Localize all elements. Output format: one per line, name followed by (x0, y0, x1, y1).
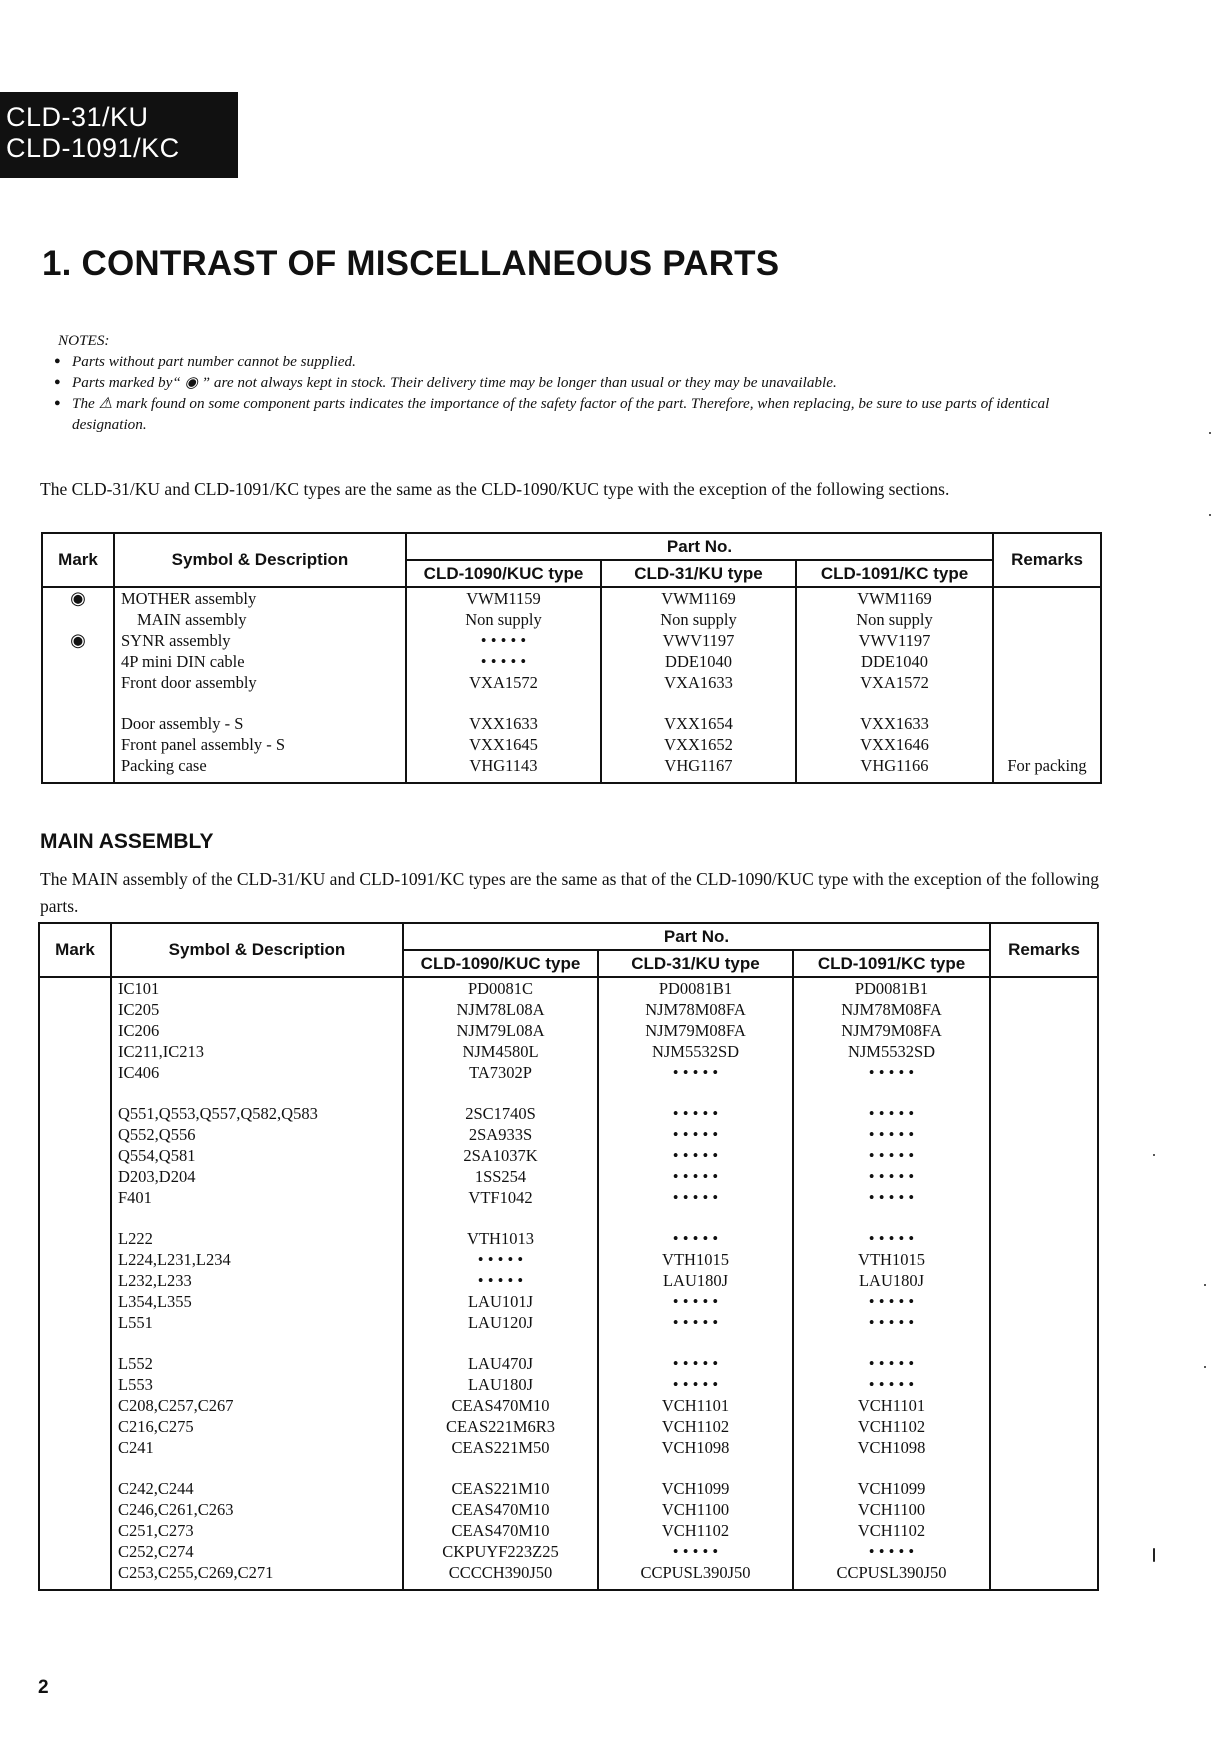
part-description: IC101 (118, 979, 160, 998)
part-number-cld-1090: NJM79L08A (456, 1021, 545, 1040)
group-spacer (599, 1333, 792, 1353)
mark-symbol (40, 1228, 110, 1249)
group-spacer (43, 693, 113, 713)
part-number-cld-1090: NJM4580L (462, 1042, 539, 1061)
part-number-cld-31: NJM5532SD (651, 1042, 740, 1061)
part-number-cld-1091: CCPUSL390J50 (836, 1563, 947, 1582)
part-remarks (994, 734, 1100, 755)
group-spacer (407, 693, 600, 713)
part-number-cld-1090: 2SA1037K (463, 1146, 538, 1165)
mark-symbol (43, 713, 113, 734)
part-remarks (991, 999, 1097, 1020)
part-description: MOTHER assembly (121, 589, 257, 608)
part-remarks (991, 1499, 1097, 1520)
group-spacer (794, 1458, 989, 1478)
part-number-cld-31: VHG1167 (664, 756, 733, 775)
header-mark: Mark (42, 533, 114, 587)
part-description: Front panel assembly - S (121, 735, 286, 754)
page-title: 1. CONTRAST OF MISCELLANEOUS PARTS (42, 244, 780, 283)
group-spacer (112, 1458, 402, 1478)
cell-bottom-padding (407, 776, 600, 782)
part-remarks (991, 1374, 1097, 1395)
part-remarks (994, 672, 1100, 693)
part-remarks (991, 1416, 1097, 1437)
part-remarks (991, 1270, 1097, 1291)
mark-symbol (40, 1520, 110, 1541)
part-description: L354,L355 (118, 1292, 192, 1311)
part-number-cld-1091: PD0081B1 (854, 979, 929, 998)
part-number-cld-31: • • • • • (672, 1146, 719, 1165)
scan-speck (1204, 1284, 1206, 1286)
main-assembly-intro: The MAIN assembly of the CLD-31/KU and CLD-1091/KC types are the same as that of the CLD-1090/KUC type with the exception of the following parts. (40, 869, 1100, 916)
description-column (114, 587, 406, 783)
part-number-cld-1091: Non supply (856, 610, 933, 629)
part-number-cld-1091: VWV1197 (858, 631, 931, 650)
mark-symbol (40, 1020, 110, 1041)
part-description: C242,C244 (118, 1479, 194, 1498)
part-number-cld-1091: • • • • • (868, 1542, 915, 1561)
cell-bottom-padding (40, 1583, 110, 1589)
part-remarks (994, 609, 1100, 630)
part-remarks (994, 630, 1100, 651)
part-number-cld-1090: VTH1013 (467, 1229, 534, 1248)
part-number-cld-1090: CCCCH390J50 (448, 1563, 553, 1582)
part-number-cld-31: Non supply (660, 610, 737, 629)
part-number-cld-1090: VTF1042 (468, 1188, 533, 1207)
part-number-cld-1091: • • • • • (868, 1354, 915, 1373)
remarks-column (990, 977, 1098, 1590)
part-number-cld-1091: VXA1572 (860, 673, 929, 692)
scan-speck (1153, 1154, 1155, 1156)
part-number-cld-1091: NJM5532SD (847, 1042, 936, 1061)
part-number-cld-1091: • • • • • (868, 1229, 915, 1248)
model-label-box (0, 92, 238, 178)
part-description: C208,C257,C267 (118, 1396, 234, 1415)
part-description: Q551,Q553,Q557,Q582,Q583 (118, 1104, 318, 1123)
part-number-cld-31: VCH1102 (661, 1521, 730, 1540)
cell-bottom-padding (991, 1583, 1097, 1589)
mark-symbol (40, 1145, 110, 1166)
part-number-cld-31: VTH1015 (662, 1250, 729, 1269)
header-description: Symbol & Description (114, 533, 406, 587)
cell-bottom-padding (115, 776, 405, 782)
mark-column (42, 587, 114, 783)
mark-symbol (40, 1562, 110, 1583)
part-description: L232,L233 (118, 1271, 192, 1290)
part-number-cld-31: VXX1654 (664, 714, 733, 733)
part-description: Q554,Q581 (118, 1146, 196, 1165)
part-description: C241 (118, 1438, 154, 1457)
part-number-cld-1091: VCH1102 (857, 1417, 926, 1436)
mark-symbol (40, 1291, 110, 1312)
group-spacer (40, 1208, 110, 1228)
part-number-cld-31: VWM1169 (661, 589, 736, 608)
part-description: L551 (118, 1313, 153, 1332)
mark-symbol (40, 1312, 110, 1333)
group-spacer (40, 1333, 110, 1353)
part-number-cld-1090: • • • • • (480, 652, 527, 671)
part-remarks (991, 1187, 1097, 1208)
group-spacer (40, 1458, 110, 1478)
mark-symbol (43, 651, 113, 672)
notes-block (58, 330, 1118, 435)
header-remarks: Remarks (990, 923, 1098, 977)
part-number-cld-31: NJM79M08FA (645, 1021, 746, 1040)
part-remarks (991, 978, 1097, 999)
part-remarks (994, 588, 1100, 609)
header-cld-1091: CLD-1091/KC type (796, 560, 993, 587)
part-description: Packing case (121, 756, 207, 775)
part-description: C253,C255,C269,C271 (118, 1563, 274, 1582)
mark-symbol (40, 1395, 110, 1416)
scan-speck (1153, 1548, 1155, 1562)
part-remarks (991, 1562, 1097, 1583)
group-spacer (599, 1208, 792, 1228)
group-spacer (115, 693, 405, 713)
cld-1090-column (403, 977, 598, 1590)
part-number-cld-1090: CEAS221M10 (451, 1479, 550, 1498)
group-spacer (404, 1083, 597, 1103)
part-number-cld-1091: NJM78M08FA (841, 1000, 942, 1019)
mark-symbol (43, 672, 113, 693)
mark-symbol: ◉ (70, 630, 86, 650)
part-number-cld-1091: VWM1169 (857, 589, 932, 608)
part-number-cld-31: • • • • • (672, 1375, 719, 1394)
part-number-cld-31: • • • • • (672, 1313, 719, 1332)
part-number-cld-1090: VWM1159 (466, 589, 541, 608)
part-number-cld-31: • • • • • (672, 1229, 719, 1248)
part-remarks: For packing (1007, 756, 1087, 775)
part-remarks (991, 1041, 1097, 1062)
cell-bottom-padding (599, 1583, 792, 1589)
part-remarks (991, 1228, 1097, 1249)
part-number-cld-1090: 2SC1740S (465, 1104, 536, 1123)
page-number: 2 (38, 1677, 49, 1698)
part-number-cld-1091: VXX1633 (860, 714, 929, 733)
part-number-cld-31: • • • • • (672, 1542, 719, 1561)
group-spacer (797, 693, 992, 713)
part-number-cld-31: • • • • • (672, 1063, 719, 1082)
mark-symbol (40, 1166, 110, 1187)
mark-column (39, 977, 111, 1590)
part-number-cld-1091: • • • • • (868, 1313, 915, 1332)
group-spacer (40, 1083, 110, 1103)
mark-symbol (43, 755, 113, 776)
part-number-cld-31: • • • • • (672, 1354, 719, 1373)
part-number-cld-31: • • • • • (672, 1104, 719, 1123)
group-spacer (599, 1083, 792, 1103)
header-part-no: Part No. (403, 923, 990, 950)
mark-symbol (40, 1103, 110, 1124)
main-assembly-title: MAIN ASSEMBLY (40, 830, 214, 853)
part-remarks (991, 1062, 1097, 1083)
part-remarks (991, 1437, 1097, 1458)
part-number-cld-31: PD0081B1 (658, 979, 733, 998)
header-cld-1090: CLD-1090/KUC type (403, 950, 598, 977)
group-spacer (404, 1458, 597, 1478)
part-number-cld-1090: CEAS221M50 (451, 1438, 550, 1457)
cell-bottom-padding (602, 776, 795, 782)
part-number-cld-1090: VXA1572 (469, 673, 538, 692)
part-number-cld-1091: VTH1015 (858, 1250, 925, 1269)
part-remarks (994, 713, 1100, 734)
part-remarks (991, 1395, 1097, 1416)
note-item: ● The ⚠ mark found on some component parts indicates the importance of the safety factor of the part. Therefore, when replacing, be sure to use parts of identical designation. (58, 393, 1118, 435)
part-remarks (991, 1020, 1097, 1041)
mark-symbol (40, 1249, 110, 1270)
mark-symbol (40, 1124, 110, 1145)
part-number-cld-1091: VCH1101 (857, 1396, 926, 1415)
part-remarks (994, 651, 1100, 672)
mark-symbol (40, 1041, 110, 1062)
intro-paragraph: The CLD-31/KU and CLD-1091/KC types are the same as the CLD-1090/KUC type with the exception of the following sections. (40, 479, 950, 499)
mark-symbol (40, 1437, 110, 1458)
part-number-cld-31: VCH1101 (661, 1396, 730, 1415)
part-number-cld-1090: • • • • • (477, 1250, 524, 1269)
part-number-cld-1091: • • • • • (868, 1125, 915, 1144)
part-number-cld-31: • • • • • (672, 1167, 719, 1186)
part-description: C252,C274 (118, 1542, 194, 1561)
part-number-cld-1090: CEAS470M10 (451, 1396, 550, 1415)
part-number-cld-1091: VCH1102 (857, 1521, 926, 1540)
part-number-cld-31: • • • • • (672, 1188, 719, 1207)
part-number-cld-31: VXA1633 (664, 673, 733, 692)
part-number-cld-31: VCH1100 (661, 1500, 730, 1519)
scan-speck (1209, 514, 1211, 516)
part-number-cld-1090: • • • • • (477, 1271, 524, 1290)
part-number-cld-1090: CKPUYF223Z25 (442, 1542, 559, 1561)
group-spacer (404, 1333, 597, 1353)
part-number-cld-1091: • • • • • (868, 1146, 915, 1165)
header-cld-31: CLD-31/KU type (601, 560, 796, 587)
part-remarks (991, 1291, 1097, 1312)
header-part-no: Part No. (406, 533, 993, 560)
cell-bottom-padding (404, 1583, 597, 1589)
mark-symbol (43, 734, 113, 755)
cld-1091-column (793, 977, 990, 1590)
group-spacer (991, 1333, 1097, 1353)
header-cld-1090: CLD-1090/KUC type (406, 560, 601, 587)
part-description: F401 (118, 1188, 152, 1207)
description-column (111, 977, 403, 1590)
part-number-cld-1090: PD0081C (467, 979, 534, 998)
part-description: IC211,IC213 (118, 1042, 205, 1061)
cell-bottom-padding (112, 1583, 402, 1589)
cld-1091-column (796, 587, 993, 783)
part-number-cld-1090: CEAS221M6R3 (445, 1417, 556, 1436)
cell-bottom-padding (994, 776, 1100, 782)
part-description: L552 (118, 1354, 153, 1373)
part-description: L224,L231,L234 (118, 1250, 231, 1269)
part-number-cld-1090: TA7302P (469, 1063, 532, 1082)
part-number-cld-31: VCH1099 (661, 1479, 730, 1498)
part-number-cld-1090: 1SS254 (474, 1167, 527, 1186)
part-number-cld-31: VWV1197 (662, 631, 735, 650)
group-spacer (794, 1083, 989, 1103)
misc-parts-table (41, 532, 1102, 784)
mark-symbol (40, 999, 110, 1020)
cld-31-column (601, 587, 796, 783)
mark-symbol (40, 1416, 110, 1437)
group-spacer (794, 1208, 989, 1228)
part-number-cld-31: VCH1102 (661, 1417, 730, 1436)
note-item: ● Parts without part number cannot be supplied. (58, 351, 1118, 372)
mark-symbol (40, 1374, 110, 1395)
group-spacer (794, 1333, 989, 1353)
group-spacer (404, 1208, 597, 1228)
part-number-cld-31: • • • • • (672, 1125, 719, 1144)
part-number-cld-1090: VXX1633 (469, 714, 538, 733)
part-description: L553 (118, 1375, 153, 1394)
part-number-cld-1090: 2SA933S (468, 1125, 533, 1144)
group-spacer (112, 1083, 402, 1103)
group-spacer (602, 693, 795, 713)
group-spacer (599, 1458, 792, 1478)
part-remarks (991, 1103, 1097, 1124)
scan-speck (1209, 432, 1211, 434)
part-number-cld-1090: CEAS470M10 (451, 1500, 550, 1519)
scan-speck (1204, 1366, 1206, 1368)
main-parts-table (38, 922, 1099, 1591)
part-number-cld-1091: • • • • • (868, 1188, 915, 1207)
part-number-cld-31: VXX1652 (664, 735, 733, 754)
mark-symbol (40, 978, 110, 999)
mark-symbol (40, 1499, 110, 1520)
part-description: SYNR assembly (121, 631, 231, 650)
header-remarks: Remarks (993, 533, 1101, 587)
part-remarks (991, 1520, 1097, 1541)
mark-symbol (40, 1353, 110, 1374)
part-number-cld-1090: LAU180J (467, 1375, 534, 1394)
mark-symbol (43, 609, 113, 630)
part-number-cld-1091: VCH1099 (857, 1479, 926, 1498)
part-number-cld-31: VCH1098 (661, 1438, 730, 1457)
part-number-cld-1091: • • • • • (868, 1063, 915, 1082)
part-description: MAIN assembly (137, 610, 247, 629)
part-description: Q552,Q556 (118, 1125, 196, 1144)
part-remarks (991, 1166, 1097, 1187)
group-spacer (112, 1208, 402, 1228)
part-number-cld-1091: VCH1098 (857, 1438, 926, 1457)
part-number-cld-1091: VXX1646 (860, 735, 929, 754)
part-number-cld-1091: VCH1100 (857, 1500, 926, 1519)
part-number-cld-1091: • • • • • (868, 1292, 915, 1311)
part-description: C246,C261,C263 (118, 1500, 234, 1519)
part-description: C251,C273 (118, 1521, 194, 1540)
part-number-cld-31: CCPUSL390J50 (640, 1563, 751, 1582)
part-number-cld-1091: VHG1166 (860, 756, 929, 775)
part-number-cld-1091: DDE1040 (861, 652, 928, 671)
part-number-cld-31: DDE1040 (665, 652, 732, 671)
part-number-cld-1090: • • • • • (480, 631, 527, 650)
notes-heading: NOTES: (58, 332, 110, 349)
part-remarks (991, 1312, 1097, 1333)
cld-1090-column (406, 587, 601, 783)
part-number-cld-1090: VXX1645 (469, 735, 538, 754)
group-spacer (991, 1083, 1097, 1103)
part-number-cld-1091: NJM79M08FA (841, 1021, 942, 1040)
part-description: Front door assembly (121, 673, 257, 692)
mark-symbol (40, 1478, 110, 1499)
header-mark: Mark (39, 923, 111, 977)
header-cld-31: CLD-31/KU type (598, 950, 793, 977)
part-description: 4P mini DIN cable (121, 652, 245, 671)
remarks-column (993, 587, 1101, 783)
header-description: Symbol & Description (111, 923, 403, 977)
mark-symbol (40, 1541, 110, 1562)
mark-symbol (40, 1187, 110, 1208)
part-number-cld-1090: NJM78L08A (456, 1000, 545, 1019)
model-name: CLD-31/KU (6, 102, 149, 132)
part-remarks (991, 1353, 1097, 1374)
mark-symbol (40, 1270, 110, 1291)
part-number-cld-1090: VHG1143 (469, 756, 538, 775)
note-item: ● Parts marked by“ ◉ ” are not always kept in stock. Their delivery time may be longer than usual or they may be unavailable. (58, 372, 1118, 393)
cell-bottom-padding (797, 776, 992, 782)
part-description: IC206 (118, 1021, 160, 1040)
cell-bottom-padding (43, 776, 113, 782)
mark-symbol (40, 1062, 110, 1083)
part-number-cld-1090: Non supply (465, 610, 542, 629)
group-spacer (112, 1333, 402, 1353)
part-number-cld-31: LAU180J (662, 1271, 729, 1290)
part-number-cld-1090: LAU470J (467, 1354, 534, 1373)
part-number-cld-1091: • • • • • (868, 1375, 915, 1394)
cld-31-column (598, 977, 793, 1590)
part-remarks (991, 1249, 1097, 1270)
mark-symbol: ◉ (70, 588, 86, 608)
part-number-cld-1090: LAU120J (467, 1313, 534, 1332)
part-description: C216,C275 (118, 1417, 194, 1436)
cell-bottom-padding (794, 1583, 989, 1589)
part-description: IC205 (118, 1000, 160, 1019)
part-description: L222 (118, 1229, 153, 1248)
part-remarks (991, 1145, 1097, 1166)
part-description: Door assembly - S (121, 714, 244, 733)
group-spacer (991, 1458, 1097, 1478)
part-remarks (991, 1124, 1097, 1145)
group-spacer (994, 693, 1100, 713)
part-remarks (991, 1478, 1097, 1499)
part-number-cld-1091: • • • • • (868, 1104, 915, 1123)
model-name: CLD-1091/KC (6, 133, 180, 163)
header-cld-1091: CLD-1091/KC type (793, 950, 990, 977)
part-number-cld-31: • • • • • (672, 1292, 719, 1311)
part-number-cld-1090: CEAS470M10 (451, 1521, 550, 1540)
part-description: IC406 (118, 1063, 160, 1082)
part-number-cld-1091: LAU180J (858, 1271, 925, 1290)
part-description: D203,D204 (118, 1167, 196, 1186)
part-number-cld-1090: LAU101J (467, 1292, 534, 1311)
group-spacer (991, 1208, 1097, 1228)
part-number-cld-1091: • • • • • (868, 1167, 915, 1186)
part-number-cld-31: NJM78M08FA (645, 1000, 746, 1019)
part-remarks (991, 1541, 1097, 1562)
